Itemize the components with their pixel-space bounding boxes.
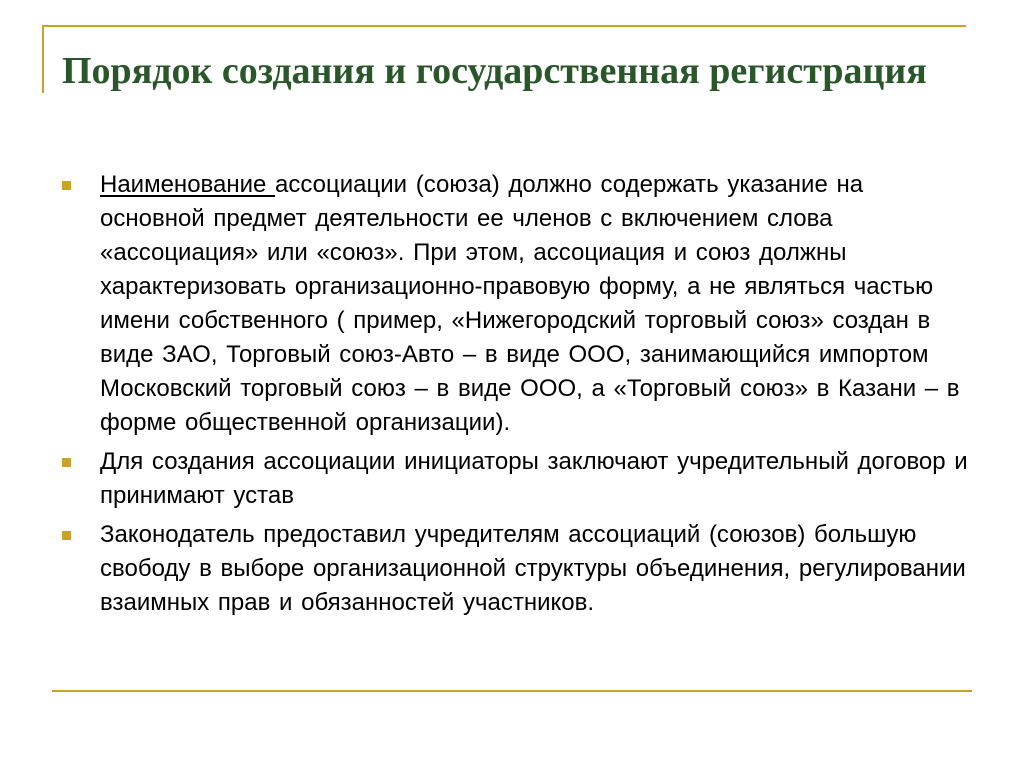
square-bullet-icon [62,458,71,467]
square-bullet-icon [62,531,71,540]
left-divider [42,25,44,93]
top-divider [42,25,966,27]
slide-title: Порядок создания и государственная регистрация [62,50,927,92]
bullet-text: ассоциации (союза) должно содержать указание на основной предмет деятельности ее членов с включением слова «ассоциация» или «союз». При этом, ассоциация и союз должны характеризовать организационно-правовую форму, а не являться частью имени собственного ( пример, «Нижегородский торговый союз» создан в виде ЗАО, Торговый союз-Авто – в виде ООО, занимающийся импортом Московский торговый союз – в виде ООО, а «Торговый союз» в Казани – в форме общественной организации). [100,171,960,436]
bullet-item-freedom [62,518,974,620]
bullet-text: Для создания ассоциации инициаторы заключают учредительный договор и принимают устав [100,448,968,509]
bullet-item-naming [62,168,974,440]
bullet-list [62,168,974,625]
square-bullet-icon [62,181,71,190]
bullet-text: Законодатель предоставил учредителям ассоциаций (союзов) большую свободу в выборе организационной структуры объединения, регулировании взаимных прав и обязанностей участников. [100,521,966,616]
bullet-item-founding [62,445,974,513]
bullet-lead-underlined: Наименование [100,171,276,198]
bottom-divider [52,690,972,692]
